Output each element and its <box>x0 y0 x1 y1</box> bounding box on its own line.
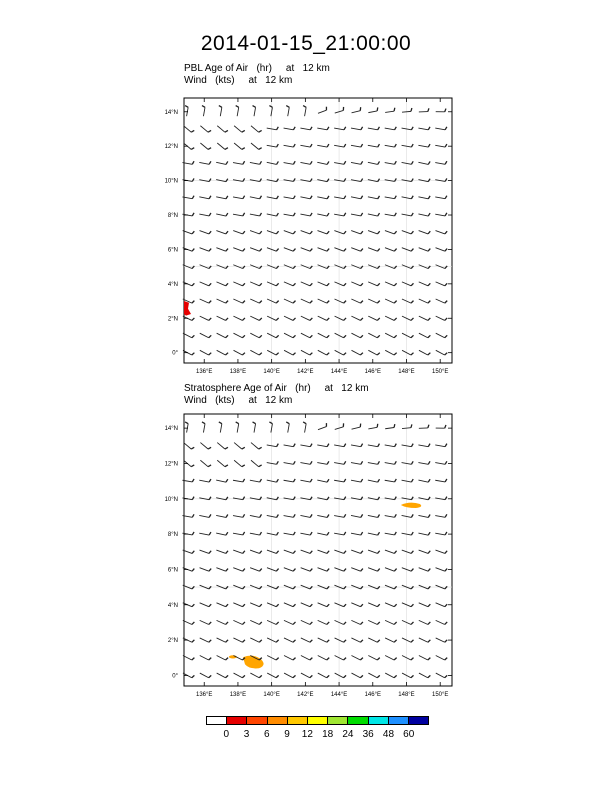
lat-tick-label: 14°N <box>164 426 178 433</box>
colorbar-label: 24 <box>342 729 354 740</box>
colorbar-swatch <box>389 717 409 724</box>
panel1-field-label: PBL Age of Air (hr) at 12 km <box>184 63 330 74</box>
lat-tick-label: 0° <box>172 673 178 680</box>
lon-tick-label: 136°E <box>196 692 213 698</box>
colorbar-label: 36 <box>362 729 374 740</box>
panel1-wind-label: Wind (kts) at 12 km <box>184 75 293 86</box>
lon-tick-label: 138°E <box>229 692 247 698</box>
map-panel-pbl <box>165 98 452 375</box>
colorbar-swatch <box>207 717 227 724</box>
lon-tick-label: 140°E <box>263 692 280 698</box>
colorbar-label: 9 <box>284 729 290 740</box>
lon-tick-label: 142°E <box>297 692 314 698</box>
lat-tick-label: 12°N <box>164 461 178 468</box>
colorbar-label: 12 <box>301 729 313 740</box>
chart-title: 2014-01-15_21:00:00 <box>200 32 412 55</box>
barb-flag <box>411 108 412 111</box>
colorbar-swatch <box>288 717 308 724</box>
lat-tick-label: 8°N <box>167 213 178 220</box>
lon-tick-label: 142°E <box>297 369 314 375</box>
colorbar-label: 60 <box>403 729 415 740</box>
colorbar-swatch <box>268 717 288 724</box>
lat-tick-label: 12°N <box>164 144 178 151</box>
lon-tick-label: 148°E <box>398 692 415 698</box>
barb-flag <box>394 108 395 111</box>
lat-tick-label: 4°N <box>167 602 178 609</box>
lat-tick-label: 6°N <box>167 247 178 254</box>
lat-tick-label: 6°N <box>167 567 178 574</box>
lat-tick-label: 2°N <box>167 316 178 323</box>
lon-tick-label: 136°E <box>196 369 213 375</box>
lon-tick-label: 138°E <box>229 369 247 375</box>
barb-flag <box>377 424 378 427</box>
colorbar-label: 18 <box>322 729 334 740</box>
lat-tick-label: 14°N <box>164 109 178 116</box>
lon-tick-label: 144°E <box>330 369 348 375</box>
barb-flag <box>377 107 378 110</box>
colorbar-label: 48 <box>382 729 395 740</box>
lat-tick-label: 4°N <box>167 281 178 288</box>
barb-flag <box>394 424 395 427</box>
colorbar-swatch <box>328 717 348 724</box>
colorbar-swatch <box>369 717 389 724</box>
panel2-wind-label: Wind (kts) at 12 km <box>184 395 293 406</box>
colorbar-label: 0 <box>223 729 230 740</box>
colorbar <box>206 716 429 725</box>
lon-tick-label: 140°E <box>263 369 280 375</box>
lon-tick-label: 146°E <box>364 369 381 375</box>
lat-tick-label: 10°N <box>164 178 178 185</box>
colorbar-label: 3 <box>243 729 250 740</box>
lon-tick-label: 150°E <box>431 369 449 375</box>
lon-tick-label: 144°E <box>330 692 348 698</box>
colorbar-swatch <box>247 717 267 724</box>
lat-tick-label: 0° <box>172 350 178 357</box>
colorbar-swatch <box>227 717 247 724</box>
lat-tick-label: 8°N <box>167 532 178 539</box>
lat-tick-label: 2°N <box>167 638 178 645</box>
colorbar-label: 6 <box>264 729 270 740</box>
lon-tick-label: 150°E <box>431 692 449 698</box>
lat-tick-label: 10°N <box>164 496 178 503</box>
lon-tick-label: 146°E <box>364 692 381 698</box>
colorbar-swatch <box>348 717 368 724</box>
barb-flag <box>411 424 412 427</box>
lon-tick-label: 148°E <box>398 369 415 375</box>
colorbar-swatch <box>409 717 428 724</box>
colorbar-swatch <box>308 717 328 724</box>
panel2-field-label: Stratosphere Age of Air (hr) at 12 km <box>184 383 369 394</box>
map-panel-stratosphere <box>165 414 452 698</box>
